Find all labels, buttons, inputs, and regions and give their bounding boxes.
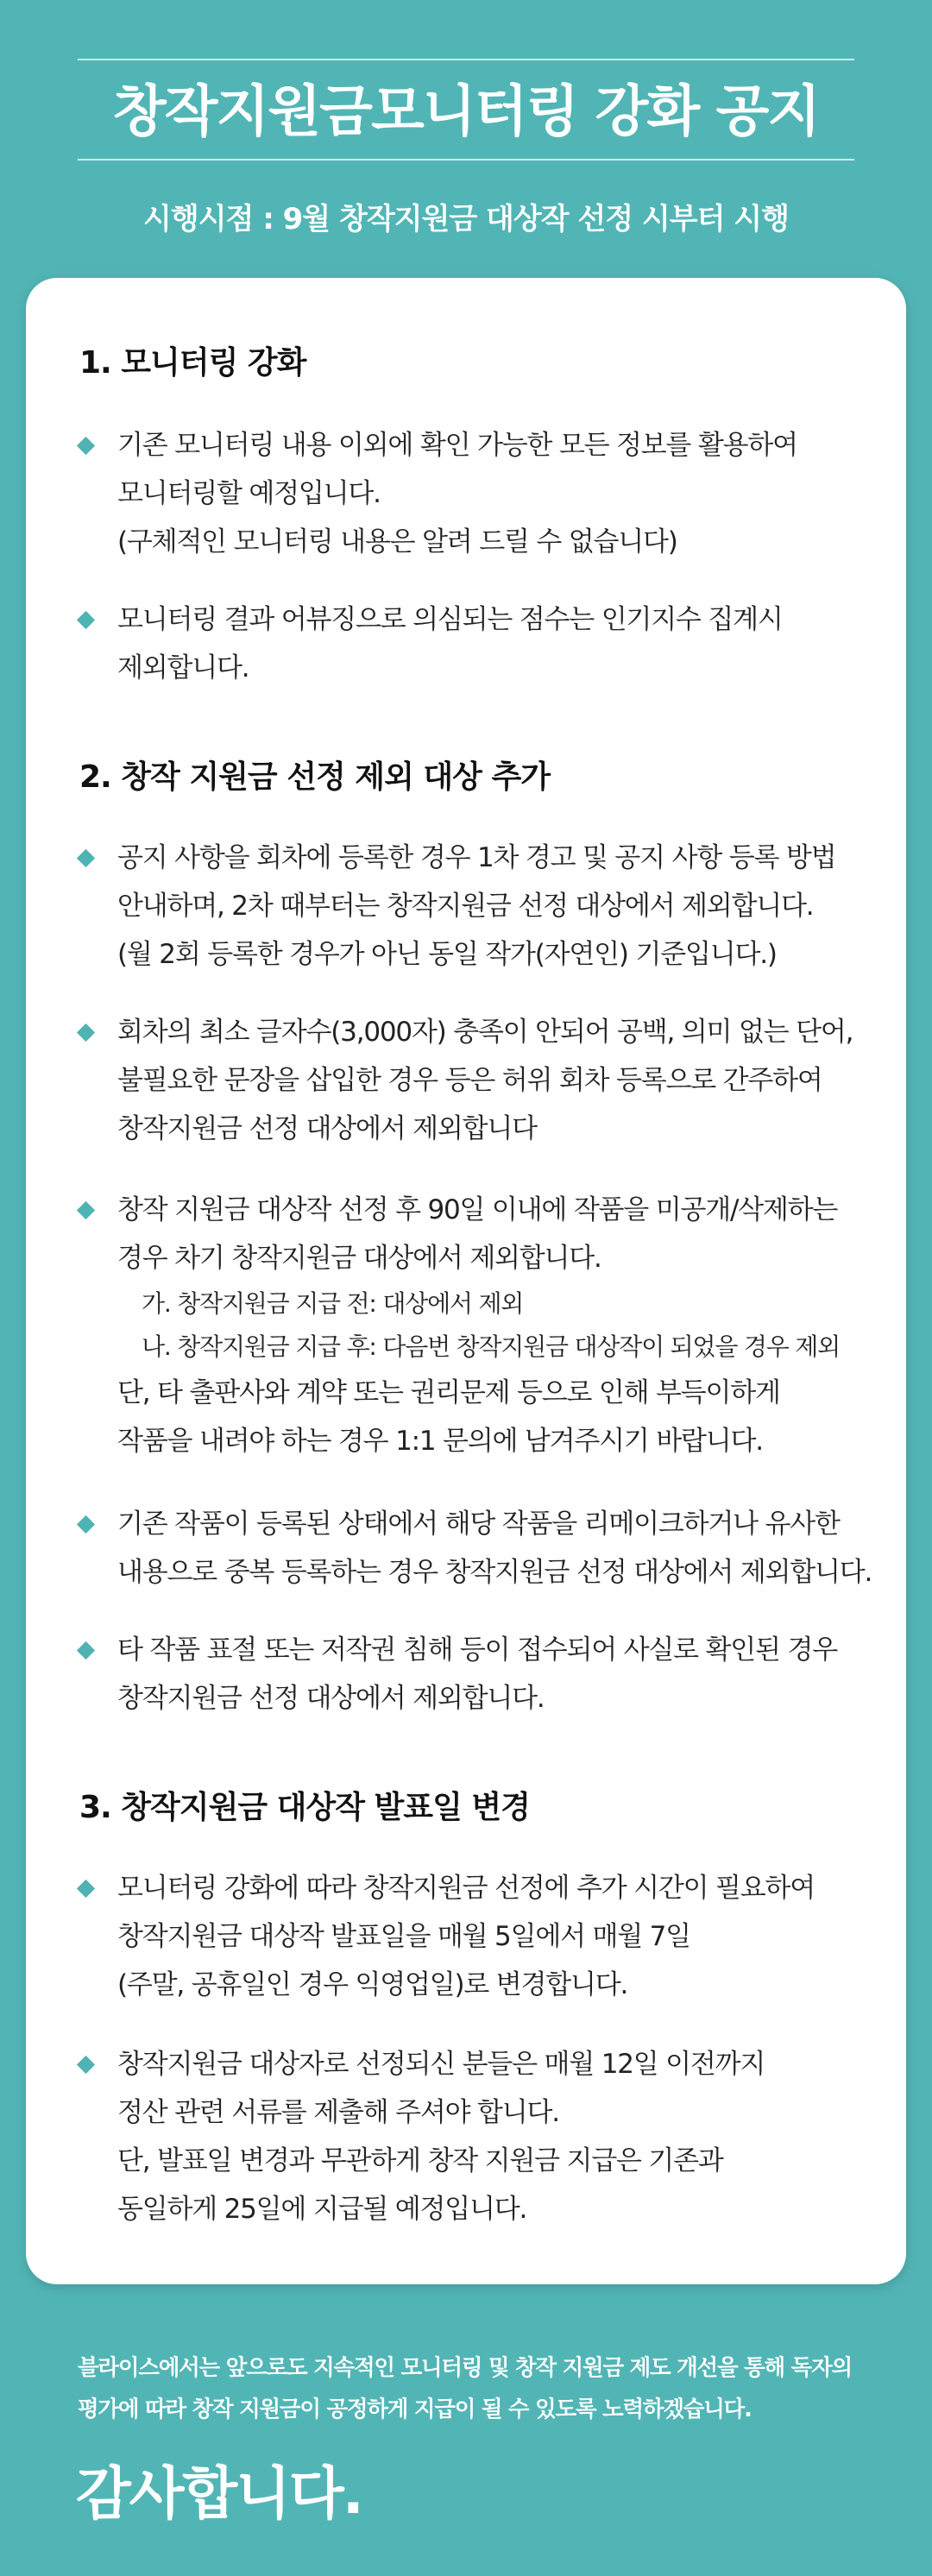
diamond-bullet-icon: [77, 611, 95, 629]
diamond-bullet-icon: [77, 1515, 95, 1534]
item-line: 창작지원금 선정 대상에서 제외합니다: [117, 1113, 537, 1144]
item-line: 기존 모니터링 내용 이외에 확인 가능한 모든 정보를 활용하여: [117, 430, 797, 461]
item-line: 기존 작품이 등록된 상태에서 해당 작품을 리메이크하거나 유사한: [117, 1508, 840, 1540]
list-item: [79, 2040, 882, 2233]
top-rule: [78, 59, 854, 60]
title-underline: [78, 159, 854, 161]
list-item: [79, 595, 882, 692]
diamond-bullet-icon: [77, 1023, 95, 1042]
diamond-bullet-icon: [77, 2056, 95, 2074]
section-title-announcement-date: 3. 창작지원금 대상작 발표일 변경: [79, 1790, 530, 1825]
page-title: 창작지원금모니터링 강화 공지: [112, 80, 820, 144]
item-line: 창작지원금 대상작 발표일을 매월 5일에서 매월 7일: [117, 1921, 690, 1952]
item-line: 타 작품 표절 또는 저작권 침해 등이 접수되어 사실로 확인된 경우: [117, 1634, 837, 1666]
item-line: 동일하게 25일에 지급될 예정입니다.: [117, 2194, 527, 2225]
section-title-monitoring: 1. 모니터링 강화: [79, 345, 306, 381]
item-line: 안내하며, 2차 때부터는 창작지원금 선정 대상에서 제외합니다.: [117, 891, 814, 922]
diamond-bullet-icon: [77, 437, 95, 455]
footer-line: 블라이스에서는 앞으로도 지속적인 모니터링 및 창작 지원금 제도 개선을 통해 독자의: [78, 2355, 852, 2381]
item-line: 창작 지원금 대상작 선정 후 90일 이내에 작품을 미공개/삭제하는: [117, 1194, 838, 1225]
item-line: 모니터링 결과 어뷰징으로 의심되는 점수는 인기지수 집계시: [117, 604, 783, 635]
item-line: 창작지원금 대상자로 선정되신 분들은 매월 12일 이전까지: [117, 2049, 765, 2080]
item-line: 정산 관련 서류를 제출해 주셔야 합니다.: [117, 2097, 559, 2128]
list-item: [79, 1186, 882, 1465]
list-item: [79, 834, 882, 979]
thanks-text: 감사합니다.: [76, 2460, 362, 2527]
item-line: 내용으로 중복 등록하는 경우 창작지원금 선정 대상에서 제외합니다.: [117, 1557, 872, 1588]
item-line: 공지 사항을 회차에 등록한 경우 1차 경고 및 공지 사항 등록 방법: [117, 842, 836, 873]
item-subline: 나. 창작지원금 지급 후: 다음번 창작지원금 대상작이 되었을 경우 제외: [142, 1332, 840, 1361]
item-line: 회차의 최소 글자수(3,000자) 충족이 안되어 공백, 의미 없는 단어,: [117, 1017, 853, 1048]
item-line: (월 2회 등록한 경우가 아닌 동일 작가(자연인) 기준입니다.): [117, 939, 777, 970]
diamond-bullet-icon: [77, 1201, 95, 1219]
page-subtitle: 시행시점 : 9월 창작지원금 대상작 선정 시부터 시행: [143, 202, 789, 236]
footer-line: 평가에 따라 창작 지원금이 공정하게 지급이 될 수 있도록 노력하겠습니다.: [78, 2396, 752, 2422]
item-line: 경우 차기 창작지원금 대상에서 제외합니다.: [117, 1243, 601, 1274]
item-line: 창작지원금 선정 대상에서 제외합니다.: [117, 1683, 545, 1714]
item-subline: 가. 창작지원금 지급 전: 대상에서 제외: [142, 1289, 524, 1318]
item-line: (주말, 공휴일인 경우 익영업일)로 변경합니다.: [117, 1969, 628, 2000]
footer-message: [78, 2347, 880, 2430]
list-item: [79, 1008, 882, 1153]
item-line: 단, 발표일 변경과 무관하게 창작 지원금 지급은 기존과: [117, 2145, 723, 2176]
item-line: 제외합니다.: [117, 652, 249, 683]
item-line: 모니터링할 예정입니다.: [117, 478, 381, 509]
diamond-bullet-icon: [77, 1641, 95, 1660]
diamond-bullet-icon: [77, 849, 95, 867]
item-line: 작품을 내려야 하는 경우 1:1 문의에 남겨주시기 바랍니다.: [117, 1426, 763, 1457]
item-line: 불필요한 문장을 삽입한 경우 등은 허위 회차 등록으로 간주하여: [117, 1065, 822, 1096]
diamond-bullet-icon: [77, 1880, 95, 1898]
item-line: 단, 타 출판사와 계약 또는 권리문제 등으로 인해 부득이하게: [117, 1377, 780, 1408]
item-line: (구체적인 모니터링 내용은 알려 드릴 수 없습니다): [117, 526, 677, 557]
list-item: [79, 1864, 882, 2009]
item-line: 모니터링 강화에 따라 창작지원금 선정에 추가 시간이 필요하여: [117, 1873, 815, 1904]
list-item: [79, 1500, 882, 1597]
list-item: [79, 1626, 882, 1723]
section-title-exclusion: 2. 창작 지원금 선정 제외 대상 추가: [79, 759, 551, 795]
list-item: [79, 421, 882, 566]
